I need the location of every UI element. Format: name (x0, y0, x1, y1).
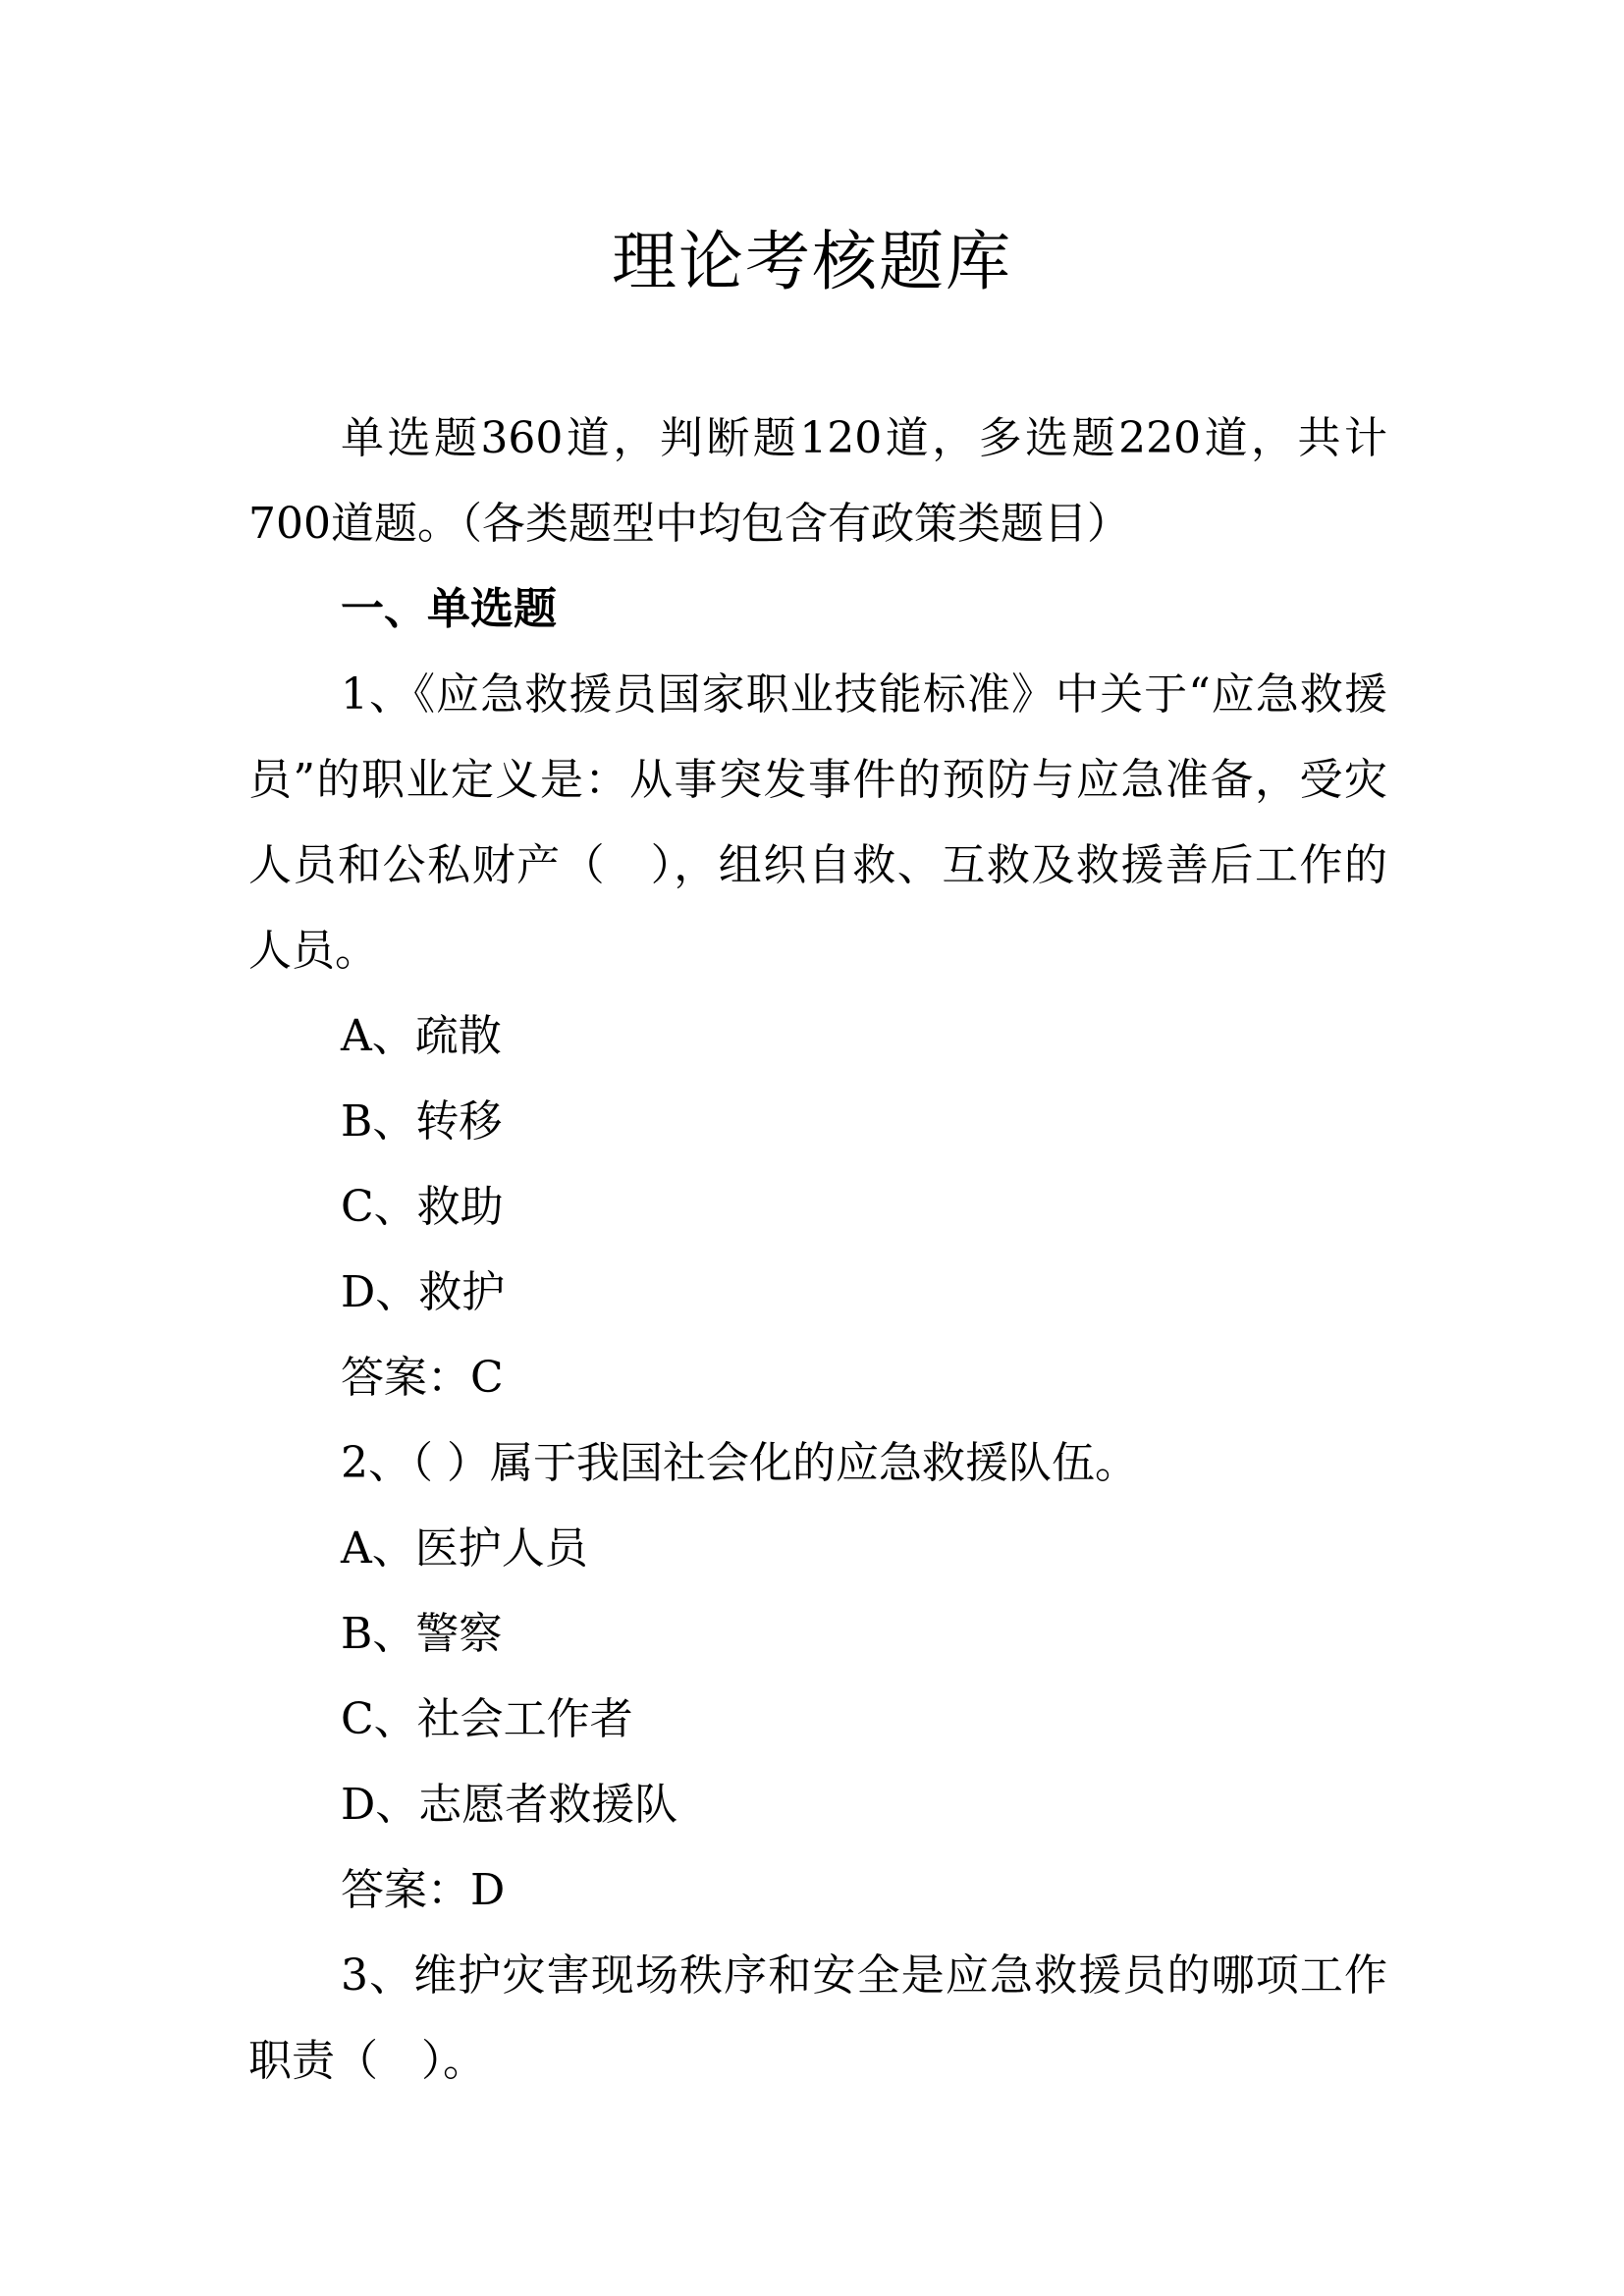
option-c: C、救助 (341, 1182, 504, 1232)
option-c: C、社会工作者 (341, 1694, 633, 1744)
question-1 (248, 652, 1387, 1420)
document-title: 理论考核题库 (612, 224, 1012, 299)
option-b: B、转移 (341, 1096, 503, 1147)
question-3 (248, 1933, 1387, 2104)
question-stem: 3、维护灾害现场秩序和安全是应急救援员的哪项工作职责（ ）。 (248, 1950, 1387, 2086)
option-d: D、志愿者救援队 (341, 1780, 678, 1830)
question-2 (248, 1420, 1387, 1933)
intro-paragraph: 单选题360道，判断题120道，多选题220道，共计700道题。（各类题型中均包含有政策类题目） (248, 413, 1387, 549)
answer: 答案：C (341, 1353, 504, 1403)
option-b: B、警察 (341, 1609, 503, 1659)
answer: 答案：D (341, 1865, 506, 1915)
question-stem: 2、（ ）属于我国社会化的应急救援队伍。 (341, 1438, 1138, 1488)
document-body (248, 396, 1387, 2104)
option-a: A、疏散 (341, 1011, 502, 1061)
question-stem: 1、《应急救援员国家职业技能标准》中关于“应急救援员”的职业定义是：从事突发事件的预防与应急准备，受灾人员和公私财产（ ），组织自救、互救及救援善后工作的人员。 (248, 669, 1387, 976)
option-d: D、救护 (341, 1267, 506, 1317)
option-a: A、医护人员 (341, 1523, 588, 1574)
section-heading: 一、单选题 (341, 584, 557, 634)
